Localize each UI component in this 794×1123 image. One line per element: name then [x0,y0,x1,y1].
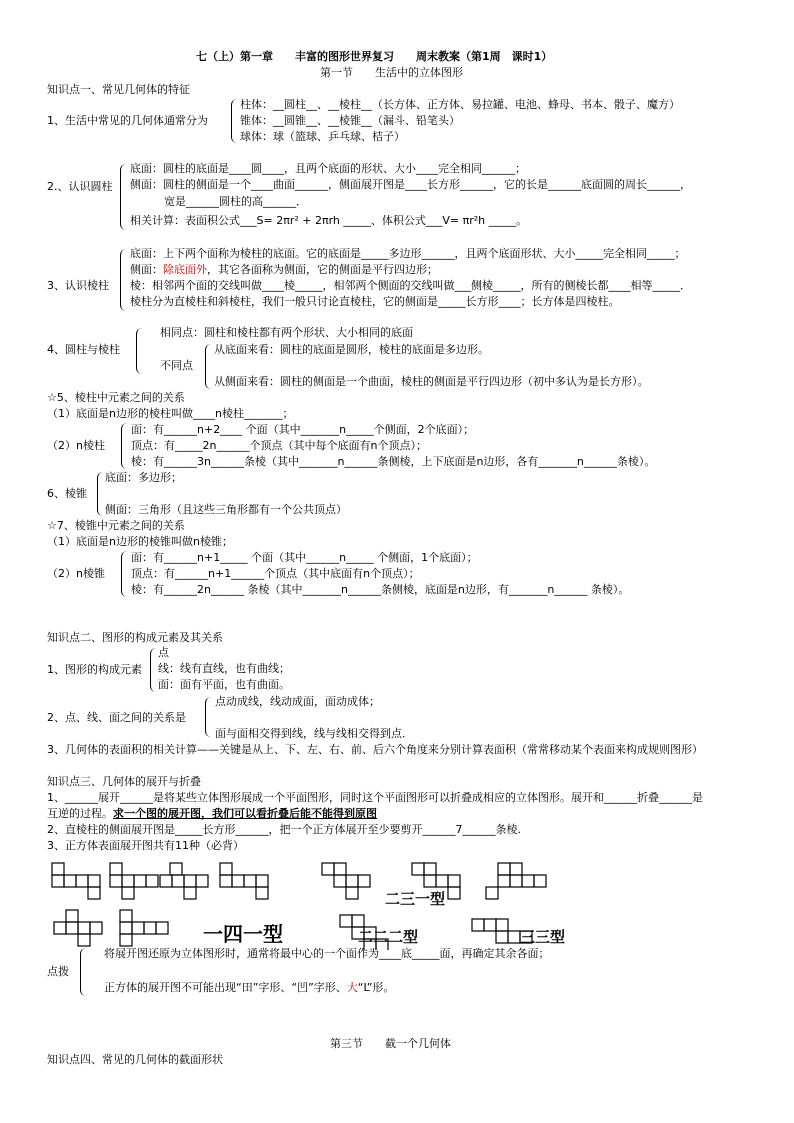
k1-l7-label: （2）n棱锥 [47,567,105,580]
cube-net-9 [486,863,546,899]
k2-l1-label: 1、图形的构成元素 [47,663,142,676]
k3-l3: 3、正方体表面展开图共有11种（必背） [47,839,244,852]
k2-l2-label: 2、点、线、面之间的关系是 [47,711,186,724]
k1-l5-c: 顶点：有_____2n______个顶点（其中每个底面有n个顶点）； [131,439,427,452]
page-title: 七（上）第一章 丰富的图形世界复习 周末教案（第1周 课时1） [196,50,553,63]
brace [120,164,127,230]
type-label-141: 一四一型 [203,922,283,946]
k1-l5-b: 面：有______n+2____ 个面（其中_______n_____个侧面，2个底面）； [131,423,475,436]
k1-l7-title: ☆7、棱锥中元素之间的关系 [47,519,185,532]
cube-net-1 [52,863,100,899]
k1-l7-b: 面：有______n+1_____ 个面（其中______n_____ 个侧面，1个底面）； [131,551,478,564]
brace [231,99,238,143]
k1-l2-d: 相关计算：表面积公式___S= 2πr² + 2πrh _____、体积公式___V= πr²h _____。 [130,214,528,227]
k1-l7-d: 棱：有______2n______ 条棱（其中_______n______条侧棱，底面是n边形，有_______n______ 条棱）。 [131,583,630,596]
section-title-1: 第一节 生活中的立体图形 [320,66,463,79]
type-label-33: 三三型 [520,928,566,946]
k1-l4-a: 相同点：圆柱和棱柱都有两个形状、大小相同的底面 [160,326,413,339]
k4-title: 知识点四、常见的几何体的截面形状 [47,1053,223,1066]
k1-l2-label: 2.、认识圆柱 [47,180,113,193]
brace [121,551,128,597]
brace [97,472,104,516]
cube-net-7 [322,863,370,899]
k1-l1-label: 1、生活中常见的几何体通常分为 [47,114,208,127]
k2-l1-b: 线：线有直线，也有曲线； [158,662,290,675]
k2-l2-a: 点动成线，线动成面，面动成体； [215,695,380,708]
brace [120,249,127,311]
brace [150,648,157,692]
brace [80,948,87,996]
tip-a: 将展开图还原为立体图形时，通常将最中心的一个面作为____底_____面，再确定其余各面； [104,947,550,960]
section-title-3: 第三节 截一个几何体 [330,1037,451,1050]
k1-l6-label: 6、棱锥 [47,487,87,500]
k1-l4-c: 从底面来看：圆柱的底面是圆形，棱柱的底面是多边形。 [214,343,489,356]
k1-l3-d: 棱柱分为直棱柱和斜棱柱，我们一般只讨论直棱柱，它的侧面是_____长方形____；长方体是四棱柱。 [130,295,620,308]
k1-l3-a: 底面：上下两个面称为棱柱的底面。它的底面是_____多边形______，且两个底面形状、大小_____完全相同_____； [130,247,686,260]
k3-l1b: 互逆的过程。求一个图的展开图，我们可以看折叠后能不能得到原图 [47,807,377,820]
k1-l5-label: （2）n棱柱 [47,439,105,452]
k3-title: 知识点三、几何体的展开与折叠 [47,775,201,788]
type-label-222: 二二二型 [358,928,419,946]
k1-l3-c: 棱：相邻两个面的交线叫做____棱_____，相邻两个侧面的交线叫做___侧棱_____，所有的侧棱长都____相等_____． [130,279,691,292]
brace [136,328,143,374]
k1-l3-b-red: 除底面外 [163,263,207,276]
k1-l3-b: 侧面：除底面外，其它各面称为侧面，它的侧面是平行四边形； [130,263,438,276]
k1-title: 知识点一、常见几何体的特征 [47,83,190,96]
tip-label: 点拨 [47,965,69,978]
k1-l1-a: 柱体：__圆柱__、__棱柱__（长方体、正方体、易拉罐、电池、蜂母、书本、骰子、魔方） [240,98,680,111]
type-label-231: 二三一型 [385,890,446,908]
k1-l6-b: 侧面：三角形（且这些三角形都有一个公共顶点） [105,503,347,516]
brace [205,344,212,389]
k1-l4-label: 4、圆柱与棱柱 [47,343,120,356]
k3-l1b-bold: 求一个图的展开图，我们可以看折叠后能不能得到原图 [113,807,377,820]
cube-net-4 [220,863,268,899]
k1-l4-b: 不同点 [160,359,193,372]
cube-net-2 [110,863,158,899]
k1-l7-c: 顶点：有______n+1______个顶点（其中底面有n个顶点）； [131,567,420,580]
brace [121,423,128,469]
k1-l1-c: 球体：球（篮球、乒乓球、桔子） [240,130,405,143]
k1-l7-a: （1）底面是n边形的棱锥叫做n棱锥； [47,535,233,548]
tip-b: 正方体的展开图不可能出现“田”字形、“凹”字形、大“L”形。 [104,981,395,994]
k2-l1-a: 点 [158,646,169,659]
k1-l2-a: 底面：圆柱的底面是____圆____，且两个底面的形状、大小____完全相同______； [130,162,526,175]
k1-l1-b: 锥体：__圆锥__、__棱锥__（漏斗、铅笔头） [240,114,460,127]
cube-net-3 [160,863,208,899]
cube-net-6 [120,910,168,946]
tip-b-red: 大 [346,981,358,994]
k1-l2-b: 侧面：圆柱的侧面是一个____曲面______，侧面展开图是____长方形______，它的长是______底面圆的周长______， [130,178,691,191]
k1-l3-label: 3、认识棱柱 [47,279,109,292]
k1-l5-title: ☆5、棱柱中元素之间的关系 [47,391,185,404]
k2-l1-c: 面：面有平面，也有曲面。 [158,678,290,691]
k2-l3: 3、几何体的表面积的相关计算——关键是从上、下、左、右、前、后六个角度来分别计算表面积（常常移动某个表面来构成规则图形） [47,743,703,756]
k1-l5-d: 棱：有______3n______条棱（其中_______n______条侧棱，上下底面是n边形，各有_______n______条棱）。 [131,455,656,468]
cube-net-5 [54,910,102,946]
k2-l2-b: 面与面相交得到线，线与线相交得到点． [215,727,413,740]
k1-l4-d: 从侧面来看：圆柱的侧面是一个曲面，棱柱的侧面是平行四边形（初中多认为是长方形）。 [214,375,649,388]
k1-l5-a: （1）底面是n边形的棱柱叫做____n棱柱_______； [47,407,294,420]
k1-l2-c: 宽是______圆柱的高______． [164,195,307,208]
brace [205,697,212,737]
k3-l1a: 1、______展开______是将某些立体图形展成一个平面图形，同时这个平面图形可以折叠成相应的立体图形。展开和______折叠______是 [47,791,703,804]
k3-l2: 2、直棱柱的侧面展开图是_____长方形______，把一个正方体展开至少要剪开______7______条棱. [47,823,521,836]
k1-l6-a: 底面：多边形； [105,471,182,484]
k2-title: 知识点二、图形的构成元素及其关系 [47,631,223,644]
